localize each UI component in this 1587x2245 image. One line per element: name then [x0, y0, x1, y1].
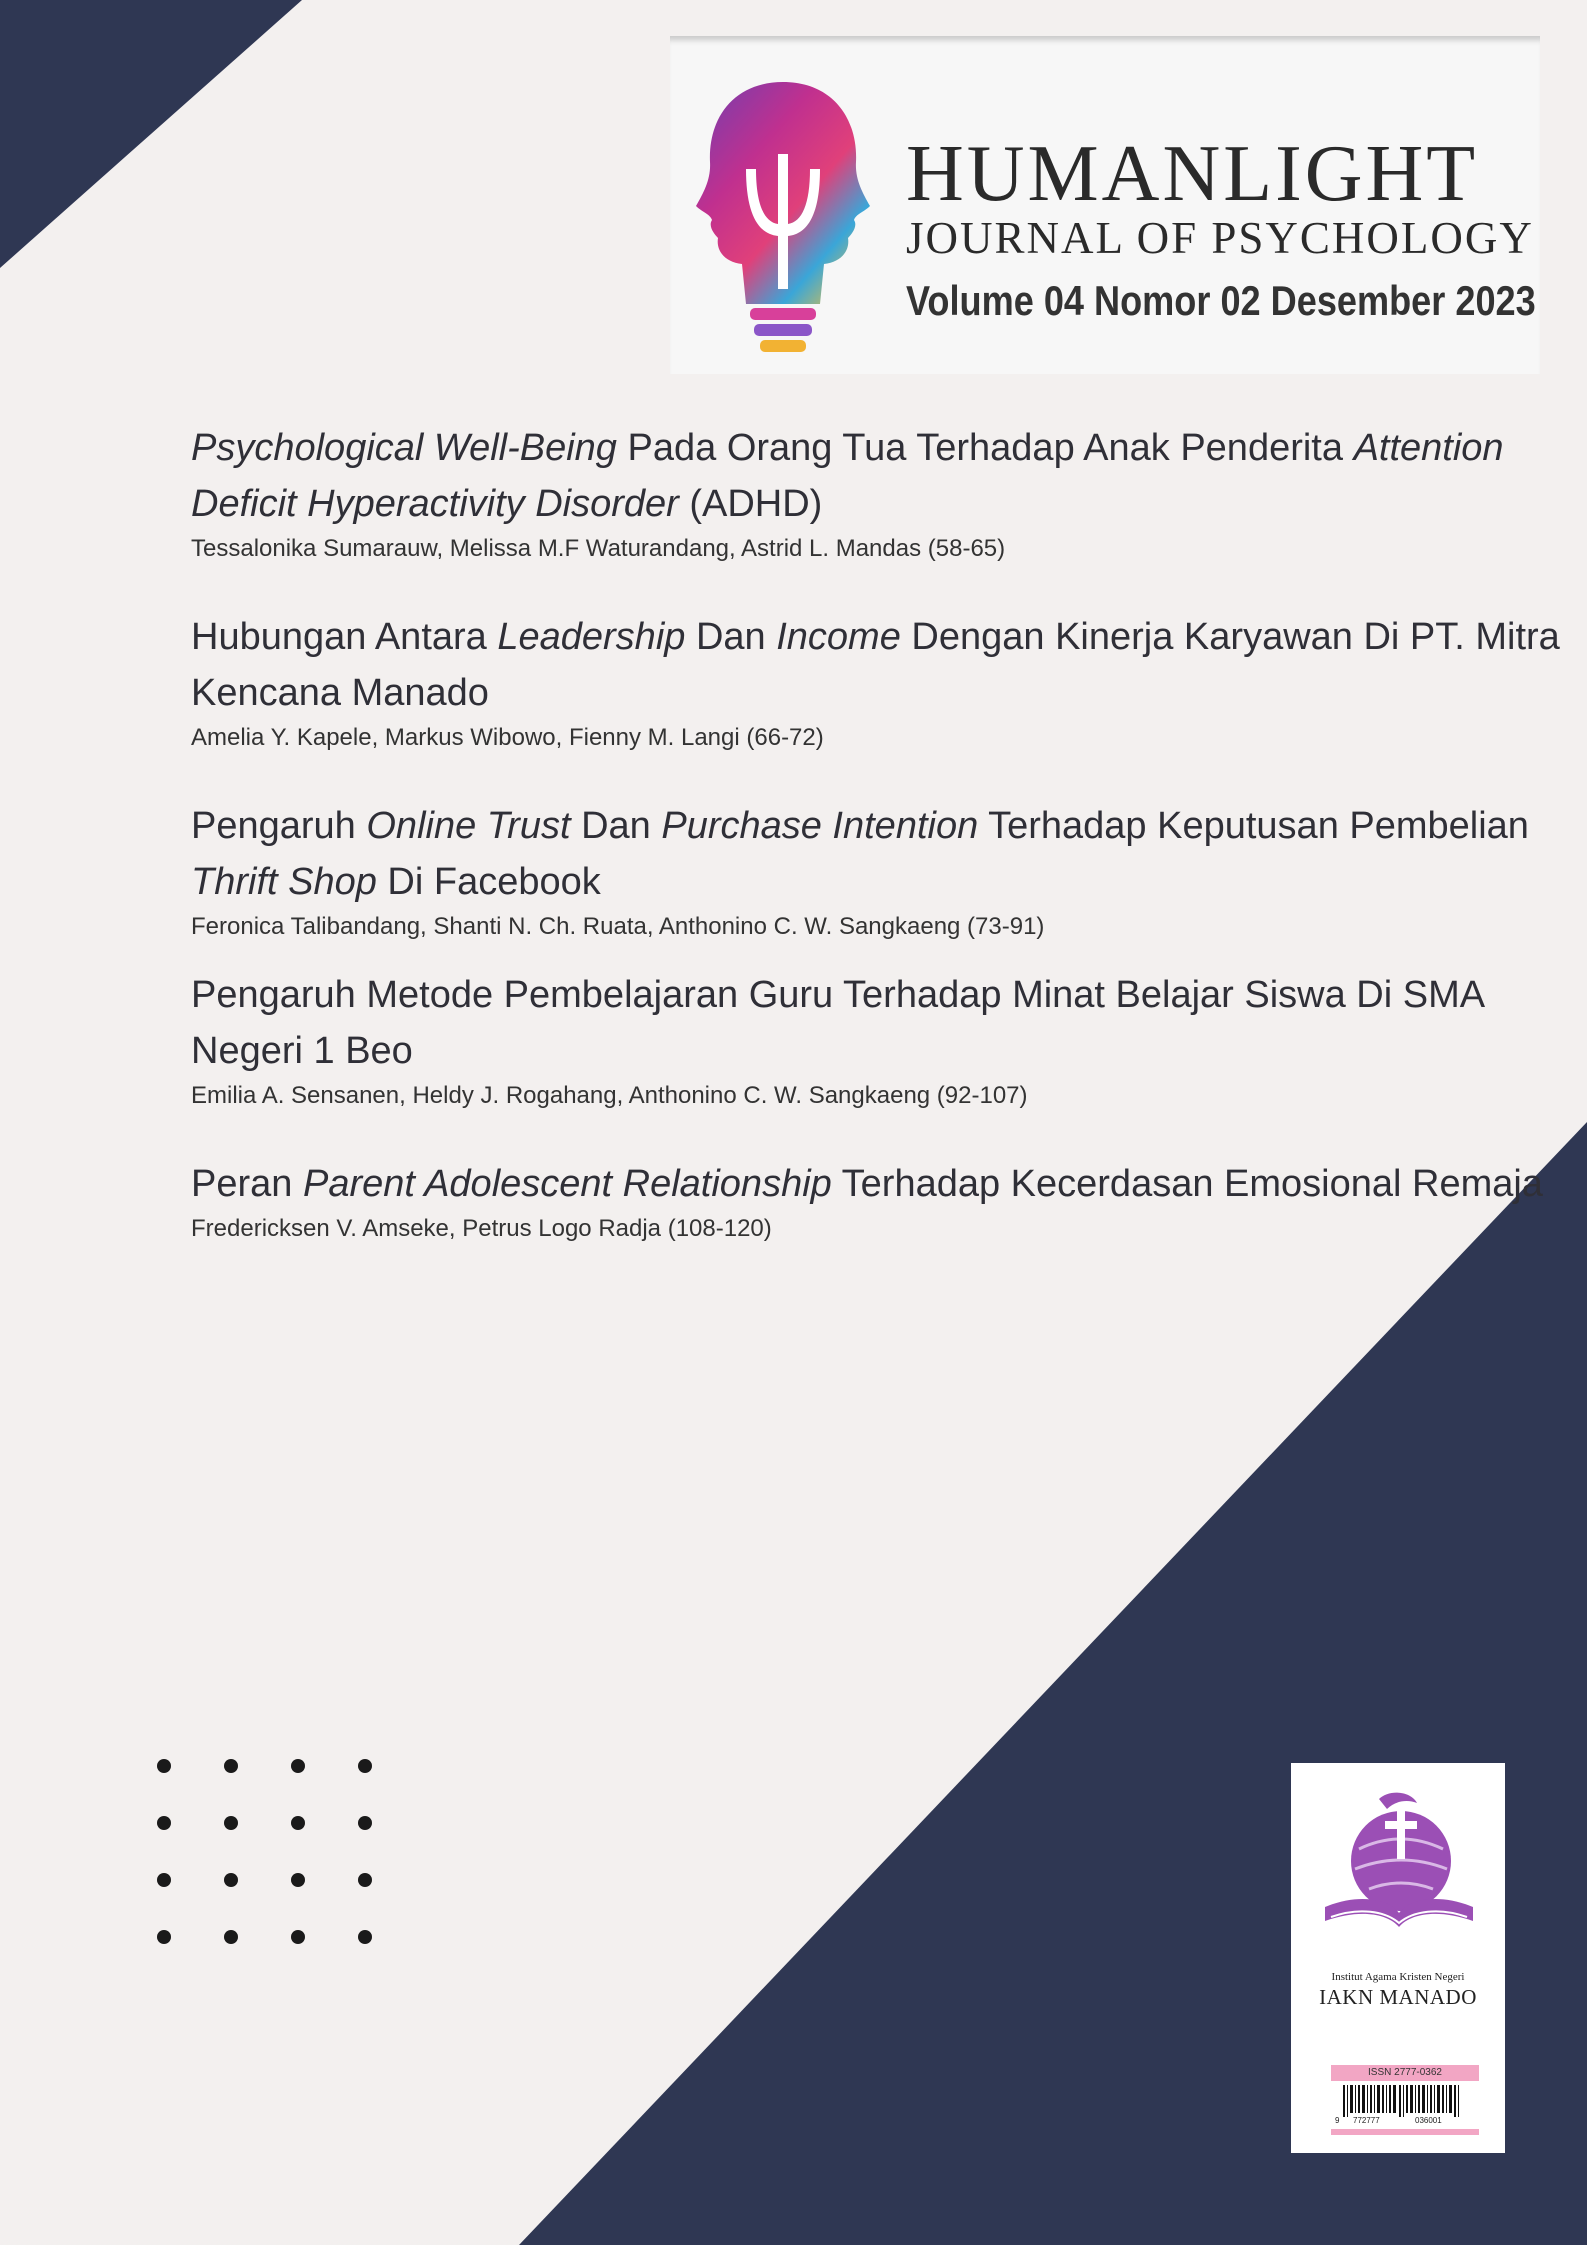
psi-head-logo-icon [688, 74, 878, 356]
dot [291, 1873, 305, 1887]
decorative-dot-grid [157, 1759, 377, 1959]
dot [358, 1930, 372, 1944]
barcode-bottom-band [1331, 2129, 1479, 2135]
dot [224, 1816, 238, 1830]
top-left-navy-triangle [0, 0, 302, 268]
dot [291, 1930, 305, 1944]
dot [358, 1873, 372, 1887]
volume-label: Volume 04 Nomor 02 Desember 2023 [906, 277, 1536, 324]
article-item [191, 967, 1561, 1113]
institution-card [1291, 1763, 1505, 2153]
article-item [191, 1156, 1561, 1246]
article-title[interactable]: Psychological Well-Being Pada Orang Tua Terhadap Anak Penderita Attention Deficit Hyperactivity Disorder (ADHD) [191, 427, 1504, 525]
article-authors: Tessalonika Sumarauw, Melissa M.F Waturandang, Astrid L. Mandas (58-65) [191, 535, 1006, 562]
dot [224, 1930, 238, 1944]
article-item [191, 609, 1561, 755]
article-item [191, 798, 1561, 944]
dot [358, 1816, 372, 1830]
article-title[interactable]: Hubungan Antara Leadership Dan Income Dengan Kinerja Karyawan Di PT. Mitra Kencana Manado [191, 616, 1560, 714]
article-title[interactable]: Pengaruh Online Trust Dan Purchase Intention Terhadap Keputusan Pembelian Thrift Shop Di Facebook [191, 805, 1529, 903]
journal-subtitle: JOURNAL OF PSYCHOLOGY [906, 213, 1534, 263]
issn-label: ISSN 2777-0362 [1368, 2067, 1442, 2078]
dot [157, 1816, 171, 1830]
article-authors: Amelia Y. Kapele, Markus Wibowo, Fienny M. Langi (66-72) [191, 724, 824, 751]
iakn-globe-book-logo-icon [1319, 1789, 1479, 1949]
dot [224, 1873, 238, 1887]
dot [157, 1873, 171, 1887]
article-authors: Feronica Talibandang, Shanti N. Ch. Ruata, Anthonino C. W. Sangkaeng (73-91) [191, 913, 1045, 940]
issn-barcode [1331, 2053, 1479, 2143]
svg-text:9: 9 [1335, 2116, 1340, 2125]
dot [291, 1816, 305, 1830]
dot [157, 1930, 171, 1944]
barcode-icon [1335, 2085, 1475, 2125]
svg-text:772777: 772777 [1353, 2116, 1380, 2125]
article-authors: Emilia A. Sensanen, Heldy J. Rogahang, Anthonino C. W. Sangkaeng (92-107) [191, 1082, 1028, 1109]
article-title[interactable]: Pengaruh Metode Pembelajaran Guru Terhadap Minat Belajar Siswa Di SMA Negeri 1 Beo [191, 974, 1483, 1072]
institution-full-name: Institut Agama Kristen Negeri [1331, 1971, 1465, 1983]
article-item [191, 420, 1561, 566]
svg-text:036001: 036001 [1415, 2116, 1442, 2125]
dot [291, 1759, 305, 1773]
article-authors: Fredericksen V. Amseke, Petrus Logo Radja (108-120) [191, 1215, 772, 1242]
dot [157, 1759, 171, 1773]
journal-banner [670, 36, 1540, 374]
dot [358, 1759, 372, 1773]
journal-name: HUMANLIGHT [906, 130, 1479, 218]
institution-short-name: IAKN MANADO [1319, 1985, 1477, 2009]
article-title[interactable]: Peran Parent Adolescent Relationship Terhadap Kecerdasan Emosional Remaja [191, 1163, 1543, 1205]
dot [224, 1759, 238, 1773]
